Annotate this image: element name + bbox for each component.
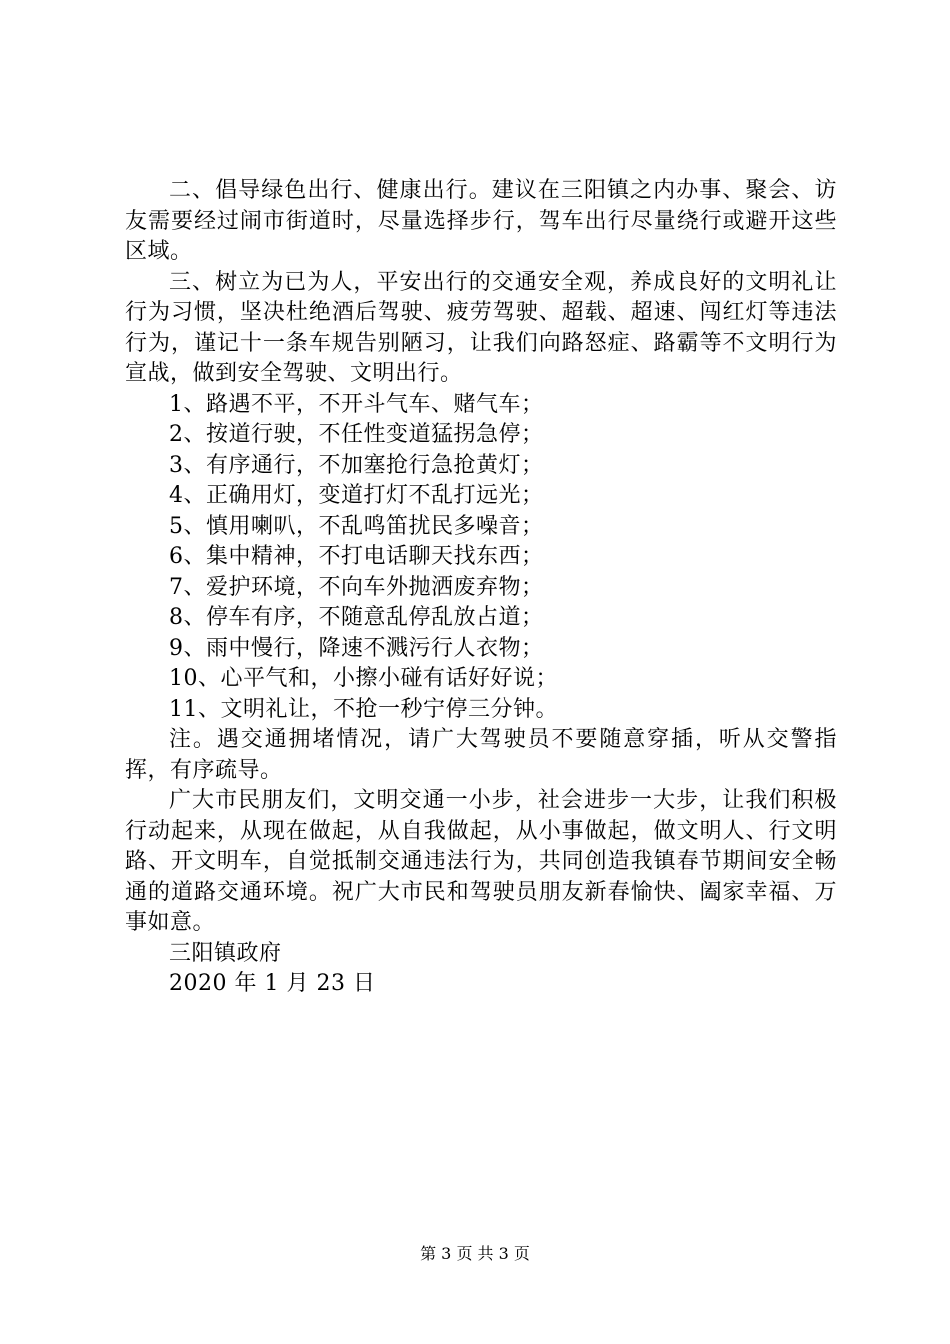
paragraph-green-travel: 二、倡导绿色出行、健康出行。建议在三阳镇之内办事、聚会、访友需要经过闹市街道时，尽量选择步行，驾车出行尽量绕行或避开这些区域。 — [125, 178, 837, 264]
rule-item-7: 7、爱护环境，不向车外抛洒废弃物； — [169, 574, 544, 600]
rule-item-8: 8、停车有序，不随意乱停乱放占道； — [169, 605, 544, 630]
rule-item-1: 1、路遇不平，不开斗气车、赌气车； — [169, 391, 544, 417]
note-paragraph: 注。遇交通拥堵情况，请广大驾驶员不要随意穿插，听从交警指挥，有序疏导。 — [125, 727, 837, 783]
date: 2020 年 1 月 23 日 — [169, 971, 376, 996]
rule-item-9: 9、雨中慢行，降速不溅污行人衣物； — [169, 635, 544, 661]
signature: 三阳镇政府 — [169, 940, 282, 966]
document-body — [125, 176, 837, 1000]
paragraph-safety-view: 三、树立为已为人，平安出行的交通安全观，养成良好的文明礼让行为习惯，坚决杜绝酒后驾驶、疲劳驾驶、超载、超速、闯红灯等违法行为，谨记十一条车规告别陋习，让我们向路怒症、路霸等不文明行为宣战，做到安全驾驶、文明出行。 — [125, 269, 837, 386]
rule-item-10: 10、心平气和，小擦小碰有话好好说； — [169, 666, 558, 691]
rule-item-2: 2、按道行驶，不任性变道猛拐急停； — [169, 422, 544, 447]
page-footer: 第 3 页 共 3 页 — [420, 1244, 530, 1263]
rule-item-5: 5、慎用喇叭，不乱鸣笛扰民多噪音； — [169, 513, 544, 539]
rule-item-3: 3、有序通行，不加塞抢行急抢黄灯； — [169, 452, 544, 478]
rule-item-4: 4、正确用灯，变道打灯不乱打远光； — [169, 483, 544, 508]
rule-item-6: 6、集中精神，不打电话聊天找东西； — [169, 544, 544, 569]
rule-item-11: 11、文明礼让，不抢一秒宁停三分钟。 — [169, 696, 558, 722]
closing-paragraph: 广大市民朋友们，文明交通一小步，社会进步一大步，让我们积极行动起来，从现在做起，从自我做起，从小事做起，做文明人、行文明路、开文明车，自觉抵制交通违法行为，共同创造我镇春节期间安全畅通的道路交通环境。祝广大市民和驾驶员朋友新春愉快、阖家幸福、万事如意。 — [125, 788, 837, 935]
